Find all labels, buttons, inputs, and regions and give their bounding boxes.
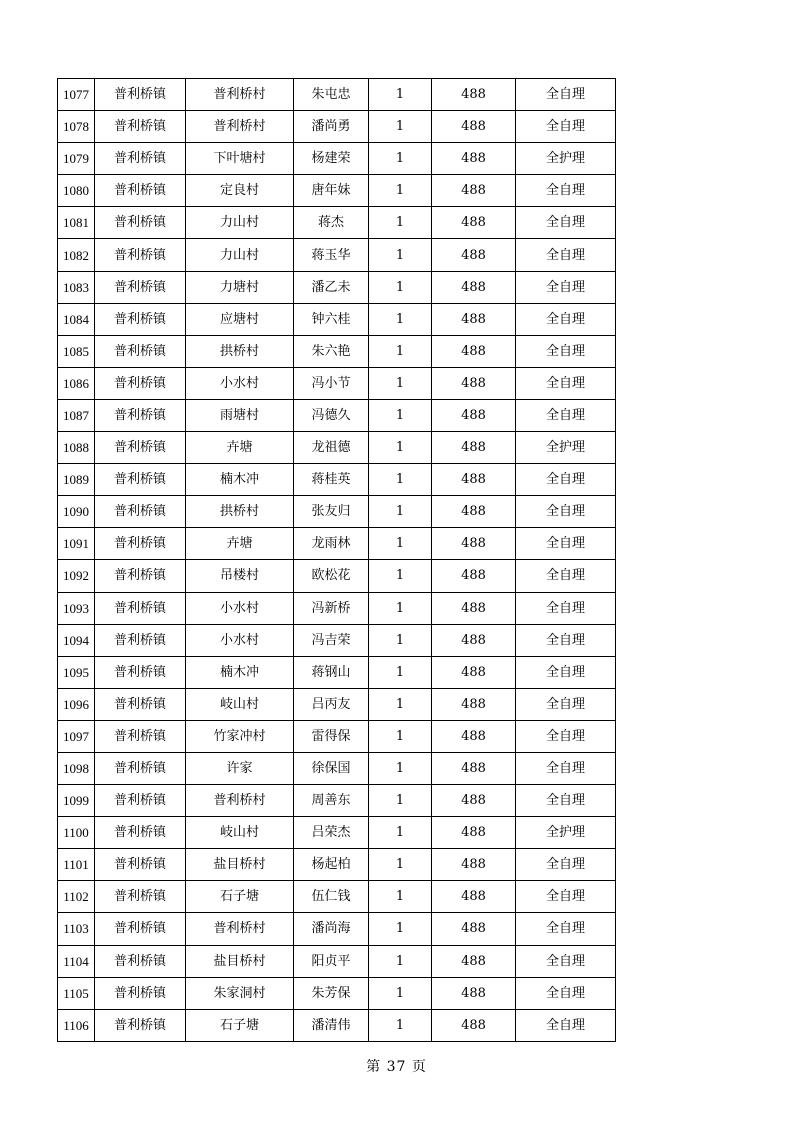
cell-care-type: 全自理 (516, 560, 616, 592)
cell-amount: 488 (432, 399, 516, 431)
cell-amount: 488 (432, 945, 516, 977)
cell-care-type: 全自理 (516, 592, 616, 624)
cell-care-type: 全自理 (516, 656, 616, 688)
cell-care-type: 全自理 (516, 175, 616, 207)
cell-person-name: 龙雨林 (294, 528, 369, 560)
cell-amount: 488 (432, 239, 516, 271)
cell-row-number: 1088 (58, 432, 95, 464)
cell-town: 普利桥镇 (95, 1009, 186, 1041)
cell-count: 1 (369, 464, 432, 496)
cell-count: 1 (369, 592, 432, 624)
cell-count: 1 (369, 175, 432, 207)
page-number: 第 37 页 (366, 1059, 427, 1075)
cell-person-name: 蒋桂英 (294, 464, 369, 496)
cell-village: 力山村 (186, 239, 294, 271)
cell-row-number: 1086 (58, 367, 95, 399)
cell-count: 1 (369, 560, 432, 592)
table-row (58, 977, 616, 1009)
cell-row-number: 1090 (58, 496, 95, 528)
cell-person-name: 朱六艳 (294, 335, 369, 367)
table-row (58, 752, 616, 784)
cell-town: 普利桥镇 (95, 945, 186, 977)
cell-count: 1 (369, 688, 432, 720)
table-row (58, 1009, 616, 1041)
table-row (58, 849, 616, 881)
cell-town: 普利桥镇 (95, 881, 186, 913)
cell-count: 1 (369, 720, 432, 752)
cell-town: 普利桥镇 (95, 271, 186, 303)
cell-person-name: 朱芳保 (294, 977, 369, 1009)
cell-town: 普利桥镇 (95, 79, 186, 111)
cell-person-name: 吕丙友 (294, 688, 369, 720)
cell-village: 卉塘 (186, 528, 294, 560)
cell-town: 普利桥镇 (95, 624, 186, 656)
cell-town: 普利桥镇 (95, 913, 186, 945)
cell-count: 1 (369, 143, 432, 175)
cell-village: 应塘村 (186, 303, 294, 335)
cell-care-type: 全自理 (516, 945, 616, 977)
cell-village: 雨塘村 (186, 399, 294, 431)
table-row (58, 913, 616, 945)
cell-amount: 488 (432, 752, 516, 784)
cell-care-type: 全自理 (516, 79, 616, 111)
cell-amount: 488 (432, 560, 516, 592)
cell-town: 普利桥镇 (95, 367, 186, 399)
cell-village: 普利桥村 (186, 785, 294, 817)
cell-count: 1 (369, 528, 432, 560)
cell-person-name: 唐年妹 (294, 175, 369, 207)
table-row (58, 624, 616, 656)
table-row (58, 175, 616, 207)
cell-amount: 488 (432, 913, 516, 945)
cell-person-name: 冯德久 (294, 399, 369, 431)
table-row (58, 496, 616, 528)
cell-town: 普利桥镇 (95, 592, 186, 624)
cell-row-number: 1101 (58, 849, 95, 881)
cell-village: 力山村 (186, 207, 294, 239)
cell-amount: 488 (432, 656, 516, 688)
cell-village: 吊楼村 (186, 560, 294, 592)
cell-person-name: 张友归 (294, 496, 369, 528)
cell-row-number: 1095 (58, 656, 95, 688)
cell-amount: 488 (432, 111, 516, 143)
cell-town: 普利桥镇 (95, 464, 186, 496)
cell-village: 朱家洞村 (186, 977, 294, 1009)
table-row (58, 785, 616, 817)
data-table (57, 78, 616, 1042)
cell-row-number: 1104 (58, 945, 95, 977)
cell-count: 1 (369, 111, 432, 143)
cell-town: 普利桥镇 (95, 303, 186, 335)
cell-amount: 488 (432, 143, 516, 175)
cell-care-type: 全自理 (516, 1009, 616, 1041)
cell-village: 楠木冲 (186, 656, 294, 688)
cell-person-name: 杨建荣 (294, 143, 369, 175)
cell-care-type: 全自理 (516, 528, 616, 560)
cell-row-number: 1105 (58, 977, 95, 1009)
cell-town: 普利桥镇 (95, 977, 186, 1009)
cell-row-number: 1080 (58, 175, 95, 207)
cell-village: 普利桥村 (186, 79, 294, 111)
cell-amount: 488 (432, 496, 516, 528)
cell-person-name: 伍仁钱 (294, 881, 369, 913)
table-row (58, 656, 616, 688)
cell-row-number: 1087 (58, 399, 95, 431)
cell-town: 普利桥镇 (95, 432, 186, 464)
cell-count: 1 (369, 239, 432, 271)
cell-amount: 488 (432, 592, 516, 624)
cell-village: 下叶塘村 (186, 143, 294, 175)
cell-count: 1 (369, 496, 432, 528)
cell-row-number: 1096 (58, 688, 95, 720)
cell-village: 盐目桥村 (186, 945, 294, 977)
cell-row-number: 1099 (58, 785, 95, 817)
cell-person-name: 欧松花 (294, 560, 369, 592)
cell-amount: 488 (432, 881, 516, 913)
cell-village: 小水村 (186, 367, 294, 399)
cell-count: 1 (369, 849, 432, 881)
cell-count: 1 (369, 977, 432, 1009)
cell-person-name: 潘尚海 (294, 913, 369, 945)
cell-care-type: 全自理 (516, 496, 616, 528)
cell-row-number: 1085 (58, 335, 95, 367)
cell-row-number: 1098 (58, 752, 95, 784)
cell-person-name: 吕荣杰 (294, 817, 369, 849)
cell-care-type: 全自理 (516, 624, 616, 656)
table-row (58, 303, 616, 335)
cell-amount: 488 (432, 977, 516, 1009)
cell-village: 小水村 (186, 592, 294, 624)
cell-row-number: 1094 (58, 624, 95, 656)
cell-town: 普利桥镇 (95, 207, 186, 239)
cell-person-name: 杨起柏 (294, 849, 369, 881)
cell-person-name: 雷得保 (294, 720, 369, 752)
table-row (58, 79, 616, 111)
cell-person-name: 阳贞平 (294, 945, 369, 977)
table-row (58, 271, 616, 303)
cell-row-number: 1097 (58, 720, 95, 752)
cell-care-type: 全自理 (516, 688, 616, 720)
cell-count: 1 (369, 271, 432, 303)
cell-care-type: 全护理 (516, 143, 616, 175)
table-row (58, 881, 616, 913)
cell-row-number: 1093 (58, 592, 95, 624)
cell-count: 1 (369, 817, 432, 849)
cell-town: 普利桥镇 (95, 496, 186, 528)
cell-row-number: 1100 (58, 817, 95, 849)
cell-count: 1 (369, 399, 432, 431)
table-row (58, 335, 616, 367)
cell-amount: 488 (432, 207, 516, 239)
cell-care-type: 全自理 (516, 881, 616, 913)
cell-person-name: 潘乙未 (294, 271, 369, 303)
cell-care-type: 全自理 (516, 464, 616, 496)
cell-count: 1 (369, 656, 432, 688)
table-row (58, 207, 616, 239)
cell-row-number: 1092 (58, 560, 95, 592)
table-row (58, 432, 616, 464)
cell-amount: 488 (432, 175, 516, 207)
cell-town: 普利桥镇 (95, 239, 186, 271)
cell-person-name: 龙祖德 (294, 432, 369, 464)
cell-amount: 488 (432, 303, 516, 335)
cell-amount: 488 (432, 432, 516, 464)
cell-village: 小水村 (186, 624, 294, 656)
cell-care-type: 全护理 (516, 432, 616, 464)
cell-care-type: 全护理 (516, 817, 616, 849)
cell-village: 楠木冲 (186, 464, 294, 496)
cell-row-number: 1102 (58, 881, 95, 913)
cell-village: 许家 (186, 752, 294, 784)
cell-village: 拱桥村 (186, 335, 294, 367)
cell-care-type: 全自理 (516, 111, 616, 143)
cell-town: 普利桥镇 (95, 656, 186, 688)
cell-amount: 488 (432, 271, 516, 303)
cell-village: 普利桥村 (186, 913, 294, 945)
cell-town: 普利桥镇 (95, 111, 186, 143)
cell-village: 石子塘 (186, 881, 294, 913)
cell-count: 1 (369, 913, 432, 945)
cell-count: 1 (369, 785, 432, 817)
cell-count: 1 (369, 945, 432, 977)
cell-row-number: 1084 (58, 303, 95, 335)
cell-village: 普利桥村 (186, 111, 294, 143)
cell-care-type: 全自理 (516, 367, 616, 399)
cell-person-name: 冯吉荣 (294, 624, 369, 656)
table-row (58, 367, 616, 399)
cell-count: 1 (369, 303, 432, 335)
table-container (57, 78, 616, 1042)
cell-amount: 488 (432, 849, 516, 881)
cell-town: 普利桥镇 (95, 560, 186, 592)
cell-village: 竹家冲村 (186, 720, 294, 752)
cell-person-name: 蒋玉华 (294, 239, 369, 271)
cell-person-name: 蒋杰 (294, 207, 369, 239)
cell-care-type: 全自理 (516, 913, 616, 945)
cell-village: 石子塘 (186, 1009, 294, 1041)
cell-town: 普利桥镇 (95, 817, 186, 849)
cell-row-number: 1078 (58, 111, 95, 143)
cell-amount: 488 (432, 624, 516, 656)
table-row (58, 111, 616, 143)
cell-care-type: 全自理 (516, 271, 616, 303)
table-row (58, 239, 616, 271)
cell-town: 普利桥镇 (95, 175, 186, 207)
cell-person-name: 徐保国 (294, 752, 369, 784)
cell-count: 1 (369, 207, 432, 239)
cell-town: 普利桥镇 (95, 752, 186, 784)
cell-care-type: 全自理 (516, 335, 616, 367)
cell-care-type: 全自理 (516, 720, 616, 752)
cell-row-number: 1081 (58, 207, 95, 239)
table-row (58, 399, 616, 431)
cell-care-type: 全自理 (516, 752, 616, 784)
cell-town: 普利桥镇 (95, 335, 186, 367)
cell-count: 1 (369, 367, 432, 399)
cell-village: 岐山村 (186, 688, 294, 720)
cell-care-type: 全自理 (516, 849, 616, 881)
cell-care-type: 全自理 (516, 303, 616, 335)
cell-row-number: 1103 (58, 913, 95, 945)
cell-amount: 488 (432, 688, 516, 720)
cell-person-name: 潘清伟 (294, 1009, 369, 1041)
cell-person-name: 潘尚勇 (294, 111, 369, 143)
cell-row-number: 1091 (58, 528, 95, 560)
cell-amount: 488 (432, 528, 516, 560)
table-body (58, 79, 616, 1042)
cell-care-type: 全自理 (516, 399, 616, 431)
cell-village: 盐目桥村 (186, 849, 294, 881)
cell-village: 力塘村 (186, 271, 294, 303)
table-row (58, 143, 616, 175)
cell-person-name: 周善东 (294, 785, 369, 817)
cell-care-type: 全自理 (516, 977, 616, 1009)
cell-town: 普利桥镇 (95, 720, 186, 752)
cell-person-name: 冯新桥 (294, 592, 369, 624)
cell-row-number: 1083 (58, 271, 95, 303)
cell-row-number: 1077 (58, 79, 95, 111)
cell-village: 拱桥村 (186, 496, 294, 528)
cell-count: 1 (369, 1009, 432, 1041)
cell-care-type: 全自理 (516, 239, 616, 271)
cell-row-number: 1079 (58, 143, 95, 175)
cell-row-number: 1089 (58, 464, 95, 496)
table-row (58, 560, 616, 592)
cell-count: 1 (369, 79, 432, 111)
cell-person-name: 朱屯忠 (294, 79, 369, 111)
cell-row-number: 1082 (58, 239, 95, 271)
cell-town: 普利桥镇 (95, 528, 186, 560)
cell-amount: 488 (432, 720, 516, 752)
cell-amount: 488 (432, 1009, 516, 1041)
cell-amount: 488 (432, 785, 516, 817)
table-row (58, 945, 616, 977)
cell-count: 1 (369, 624, 432, 656)
cell-care-type: 全自理 (516, 785, 616, 817)
cell-village: 定良村 (186, 175, 294, 207)
cell-person-name: 钟六桂 (294, 303, 369, 335)
cell-town: 普利桥镇 (95, 785, 186, 817)
cell-care-type: 全自理 (516, 207, 616, 239)
cell-count: 1 (369, 335, 432, 367)
table-row (58, 464, 616, 496)
cell-town: 普利桥镇 (95, 849, 186, 881)
cell-town: 普利桥镇 (95, 688, 186, 720)
cell-town: 普利桥镇 (95, 143, 186, 175)
cell-village: 卉塘 (186, 432, 294, 464)
cell-amount: 488 (432, 817, 516, 849)
cell-person-name: 蒋钢山 (294, 656, 369, 688)
cell-count: 1 (369, 752, 432, 784)
cell-amount: 488 (432, 464, 516, 496)
table-row (58, 817, 616, 849)
table-row (58, 592, 616, 624)
cell-amount: 488 (432, 79, 516, 111)
table-row (58, 528, 616, 560)
cell-amount: 488 (432, 367, 516, 399)
cell-village: 岐山村 (186, 817, 294, 849)
table-row (58, 688, 616, 720)
cell-count: 1 (369, 432, 432, 464)
cell-amount: 488 (432, 335, 516, 367)
cell-row-number: 1106 (58, 1009, 95, 1041)
cell-person-name: 冯小节 (294, 367, 369, 399)
table-row (58, 720, 616, 752)
cell-town: 普利桥镇 (95, 399, 186, 431)
cell-count: 1 (369, 881, 432, 913)
